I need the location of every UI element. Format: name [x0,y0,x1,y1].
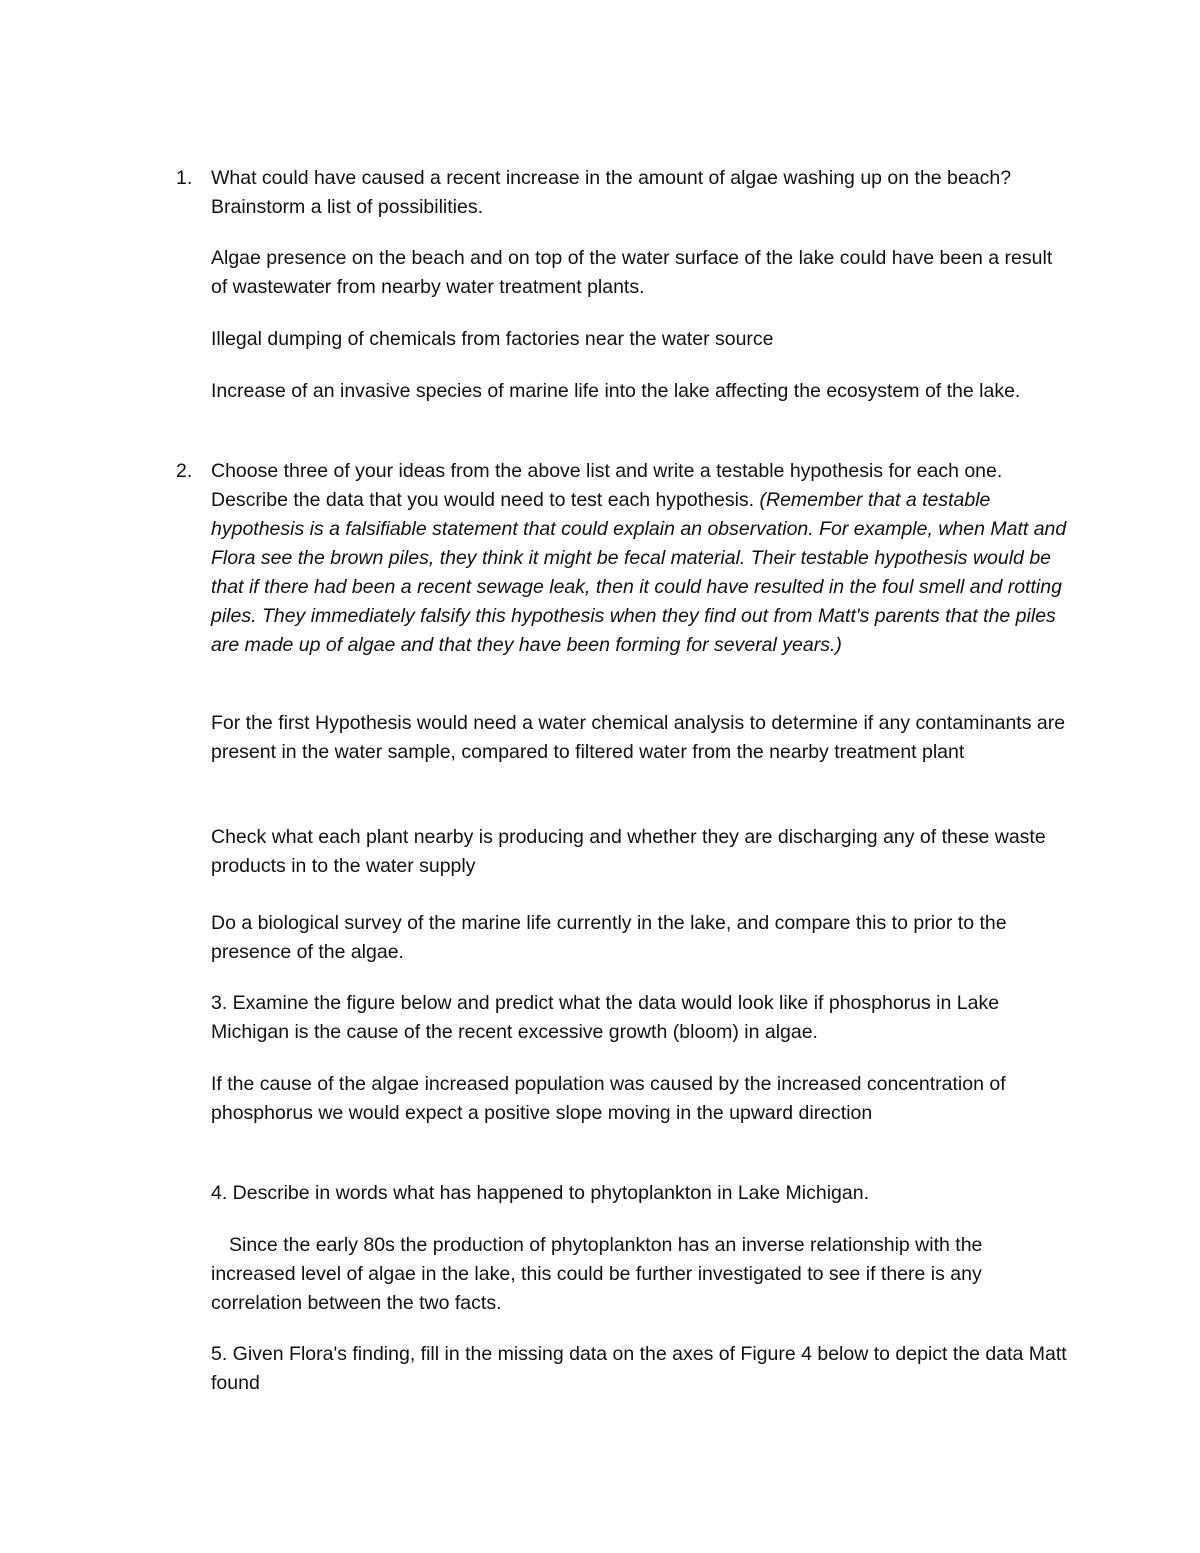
question-1-text: What could have caused a recent increase in the amount of algae washing up on the beach? Brainstorm a list of possibilities. [211,167,1012,218]
question-3-text: 3. Examine the figure below and predict what the data would look like if phosphorus in Lake Michigan is the cause of the recent excessive growth (bloom) in algae. [211,992,1000,1043]
question-4-text: 4. Describe in words what has happened to phytoplankton in Lake Michigan. [211,1182,869,1204]
question-2-answer-3: Do a biological survey of the marine life currently in the lake, and compare this to prior to the presence of the algae. [211,912,1007,963]
question-2-note: (Remember that a testable hypothesis is a falsifiable statement that could explain an observation. For example, when Matt and Flora see the brown piles, they think it might be fecal material. Their testable hypothesis would be that if there had been a recent sewage leak, then it could have resulted in the foul smell and rotting piles. They immediately falsify this hypothesis when they find out from Matt's parents that the piles are made up of algae and that they have been forming for several years.) [211,489,1067,656]
question-2-prompt: Choose three of your ideas from the above list and write a testable hypothesis for each one. Describe the data that you would need to test each hypothesis. [211,460,1003,511]
question-5-text: 5. Given Flora's finding, fill in the missing data on the axes of Figure 4 below to depict the data Matt found [211,1343,1067,1394]
question-2-answer-1: For the first Hypothesis would need a water chemical analysis to determine if any contaminants are present in the water sample, compared to filtered water from the nearby treatment plant [211,712,1066,763]
question-1-answer-2: Illegal dumping of chemicals from factories near the water source [211,328,774,350]
question-3-answer: If the cause of the algae increased population was caused by the increased concentration of phosphorus we would expect a positive slope moving in the upward direction [211,1073,1006,1124]
question-1-answer-1: Algae presence on the beach and on top of the water surface of the lake could have been a result of wastewater from nearby water treatment plants. [211,247,1053,298]
question-2-answer-2: Check what each plant nearby is producing and whether they are discharging any of these waste products in to the water supply [211,826,1046,877]
question-4-answer: Since the early 80s the production of phytoplankton has an inverse relationship with the increased level of algae in the lake, this could be further investigated to see if there is any correlation between the two facts. [211,1234,983,1314]
question-1-answer-3: Increase of an invasive species of marine life into the lake affecting the ecosystem of the lake. [211,380,1021,402]
question-2-text [211,457,1071,660]
question-2-number: 2. [176,460,193,482]
question-1-number: 1. [176,167,193,189]
